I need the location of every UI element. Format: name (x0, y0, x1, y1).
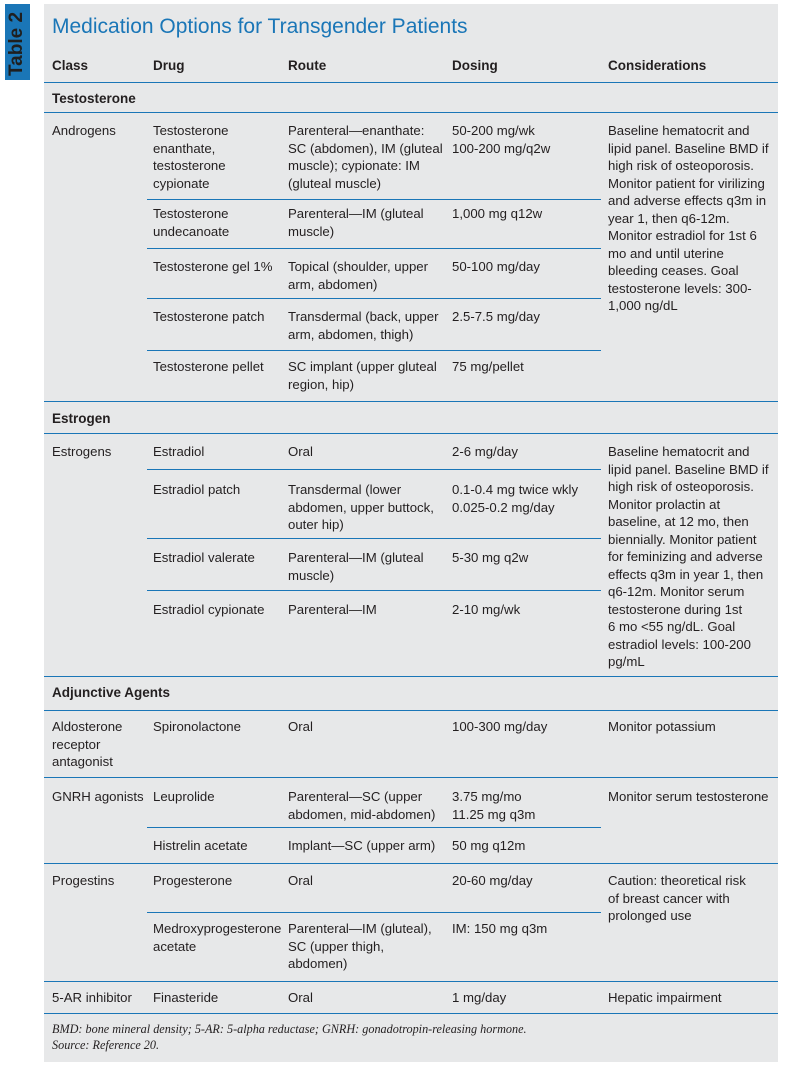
header-dosing: Dosing (452, 58, 498, 73)
route-cell: Parenteral—IM (gluteal muscle) (288, 206, 424, 239)
considerations-gnrh: Monitor serum testosterone (608, 789, 769, 804)
table-label-bar (5, 4, 30, 80)
class-progestins: Progestins (52, 873, 115, 888)
drug-cell: Estradiol cypionate (153, 602, 265, 617)
rule (147, 298, 601, 299)
rule (44, 981, 778, 982)
dosing-cell: 2-10 mg/wk (452, 602, 521, 617)
class-gnrh: GNRH agonists (52, 789, 144, 804)
rule (44, 401, 778, 402)
route-cell: Parenteral—enanthate: SC (abdomen), IM (gluteal muscle); cypionate: IM (gluteal muscle) (288, 123, 443, 191)
drug-cell: Testosterone patch (153, 309, 265, 324)
considerations-aldosterone: Monitor potassium (608, 719, 716, 734)
dosing-cell: 2-6 mg/day (452, 444, 518, 459)
route-cell: Oral (288, 990, 313, 1005)
drug-cell: Estradiol patch (153, 482, 241, 497)
header-class: Class (52, 58, 89, 73)
drug-cell: Testosterone undecanoate (153, 206, 230, 239)
drug-cell: Medroxyprogesterone acetate (153, 921, 282, 954)
drug-cell: Estradiol valerate (153, 550, 255, 565)
drug-cell: Histrelin acetate (153, 838, 248, 853)
route-cell: Parenteral—IM (288, 602, 377, 617)
dosing-cell: 100-300 mg/day (452, 719, 548, 734)
considerations-5ar: Hepatic impairment (608, 990, 722, 1005)
route-cell: Implant—SC (upper arm) (288, 838, 436, 853)
dosing-cell: 5-30 mg q2w (452, 550, 529, 565)
rule (44, 112, 778, 113)
considerations-estrogens: Baseline hematocrit and lipid panel. Baseline BMD if high risk of osteoporosis. Monitor prolactin at baseline, at 12 mo, then biennially. Monitor patient for feminizing and adverse effects q3m in year 1, then q6-12m. Monitor serum testosterone during 1st 6 mo <55 ng/dL. Goal estradiol levels: 100-200 pg/mL (608, 444, 769, 669)
route-cell: Parenteral—SC (upper abdomen, mid-abdomen) (288, 789, 436, 822)
rule (147, 912, 601, 913)
drug-cell: Progesterone (153, 873, 233, 888)
rule (147, 350, 601, 351)
dosing-cell: 1 mg/day (452, 990, 507, 1005)
route-cell: Oral (288, 719, 313, 734)
drug-cell: Leuprolide (153, 789, 215, 804)
rule (147, 199, 601, 200)
drug-cell: Finasteride (153, 990, 219, 1005)
rule (147, 538, 601, 539)
rule (44, 433, 778, 434)
header-route: Route (288, 58, 327, 73)
route-cell: Parenteral—IM (gluteal), SC (upper thigh, abdomen) (288, 921, 432, 971)
dosing-cell: 0.1-0.4 mg twice wkly 0.025-0.2 mg/day (452, 482, 579, 515)
table-title: Medication Options for Transgender Patients (52, 15, 468, 38)
route-cell: Oral (288, 873, 313, 888)
rule (44, 710, 778, 711)
class-5ar: 5-AR inhibitor (52, 990, 132, 1005)
considerations-androgens: Baseline hematocrit and lipid panel. Baseline BMD if high risk of osteoporosis. Monitor patient for virilizing and adverse effects q3m in year 1, then q6-12m. Monitor estradiol for 1st 6 mo and until uterine bleeding ceases. Goal testosterone levels: 300- 1,000 ng/dL (608, 123, 769, 313)
rule (44, 863, 778, 864)
dosing-cell: IM: 150 mg q3m (452, 921, 548, 936)
class-aldosterone: Aldosterone receptor antagonist (52, 719, 123, 769)
drug-cell: Testosterone pellet (153, 359, 264, 374)
class-androgens: Androgens (52, 123, 116, 138)
dosing-cell: 3.75 mg/mo 11.25 mg q3m (452, 789, 536, 822)
table-label: Table 2 (6, 11, 27, 77)
rule (147, 248, 601, 249)
dosing-cell: 50-200 mg/wk 100-200 mg/q2w (452, 123, 551, 156)
dosing-cell: 2.5-7.5 mg/day (452, 309, 540, 324)
section-testosterone: Testosterone (52, 91, 136, 106)
dosing-cell: 50 mg q12m (452, 838, 526, 853)
section-adjunctive: Adjunctive Agents (52, 685, 171, 700)
dosing-cell: 20-60 mg/day (452, 873, 533, 888)
dosing-cell: 1,000 mg q12w (452, 206, 543, 221)
drug-cell: Spironolactone (153, 719, 241, 734)
drug-cell: Testosterone enanthate, testosterone cypionate (153, 123, 229, 191)
route-cell: Parenteral—IM (gluteal muscle) (288, 550, 424, 583)
dosing-cell: 50-100 mg/day (452, 259, 540, 274)
rule (147, 827, 601, 828)
rule (44, 1013, 778, 1014)
rule (44, 82, 778, 83)
rule (147, 469, 601, 470)
section-estrogen: Estrogen (52, 411, 111, 426)
drug-cell: Estradiol (153, 444, 205, 459)
route-cell: Topical (shoulder, upper arm, abdomen) (288, 259, 429, 292)
route-cell: Oral (288, 444, 313, 459)
footnote: BMD: bone mineral density; 5-AR: 5-alpha reductase; GNRH: gonadotropin-releasing hormone. Source: Reference 20. (52, 1022, 527, 1052)
route-cell: SC implant (upper gluteal region, hip) (288, 359, 437, 392)
header-drug: Drug (153, 58, 185, 73)
route-cell: Transdermal (lower abdomen, upper buttock, outer hip) (288, 482, 434, 532)
rule (147, 590, 601, 591)
drug-cell: Testosterone gel 1% (153, 259, 273, 274)
class-estrogens: Estrogens (52, 444, 112, 459)
rule (44, 676, 778, 677)
rule (44, 777, 778, 778)
considerations-progestins: Caution: theoretical risk of breast cancer with prolonged use (608, 873, 746, 923)
dosing-cell: 75 mg/pellet (452, 359, 524, 374)
header-considerations: Considerations (608, 58, 707, 73)
route-cell: Transdermal (back, upper arm, abdomen, thigh) (288, 309, 439, 342)
